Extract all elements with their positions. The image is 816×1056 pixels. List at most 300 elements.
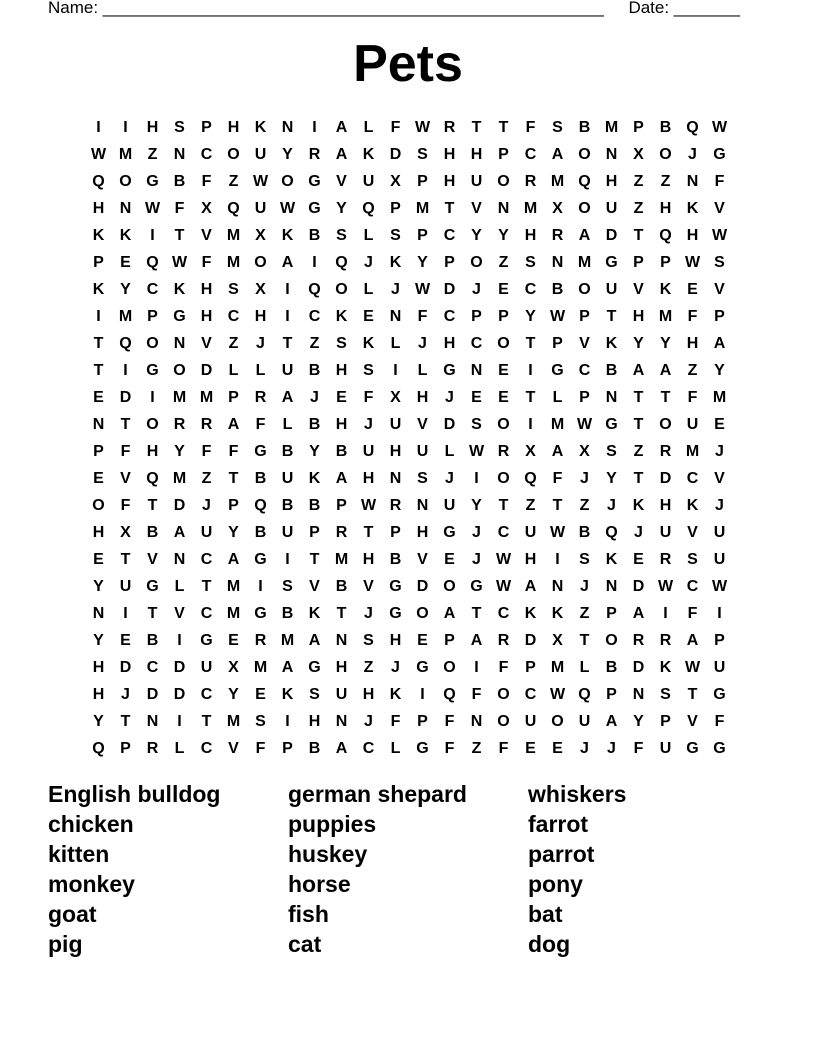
grid-letter: O (173, 362, 186, 379)
grid-letter: A (281, 389, 294, 406)
grid-letter: P (498, 146, 509, 163)
grid-row (85, 357, 733, 384)
grid-letter: I (555, 551, 560, 568)
grid-letter: W (495, 578, 512, 595)
grid-letter: D (632, 578, 645, 595)
grid-letter: F (255, 416, 266, 433)
grid-letter: V (309, 578, 320, 595)
grid-letter: R (632, 632, 645, 649)
grid-letter: V (147, 551, 158, 568)
grid-letter: U (605, 281, 618, 298)
grid-letter: H (92, 686, 105, 703)
word-list-item: kitten (48, 841, 110, 867)
grid-letter: I (420, 686, 425, 703)
grid-letter: J (364, 713, 373, 730)
grid-letter: I (150, 389, 155, 406)
word-list-item: horse (288, 871, 351, 897)
grid-letter: I (474, 659, 479, 676)
grid-letter: E (633, 551, 644, 568)
grid-letter: D (632, 659, 645, 676)
grid-letter: J (580, 578, 589, 595)
grid-letter: P (228, 389, 239, 406)
grid-letter: D (416, 578, 429, 595)
grid-letter: C (578, 362, 591, 379)
grid-letter: J (472, 524, 481, 541)
grid-letter: V (714, 200, 725, 217)
grid-letter: M (226, 713, 241, 730)
grid-letter: G (605, 254, 618, 271)
grid-letter: U (659, 740, 672, 757)
grid-letter: H (443, 146, 456, 163)
grid-row (85, 465, 733, 492)
grid-letter: L (363, 119, 374, 136)
grid-letter: W (684, 254, 701, 271)
word-list-item: cat (288, 931, 322, 957)
grid-letter: G (146, 362, 159, 379)
grid-letter: Q (119, 335, 132, 352)
word-list-item: puppies (288, 811, 377, 837)
grid-letter: U (470, 173, 483, 190)
grid-letter: C (524, 686, 537, 703)
grid-letter: K (659, 281, 672, 298)
grid-letter: Z (147, 146, 158, 163)
grid-letter: S (336, 335, 347, 352)
grid-letter: D (605, 227, 618, 244)
grid-letter: T (471, 119, 482, 136)
grid-letter: S (363, 632, 374, 649)
grid-letter: M (226, 254, 241, 271)
grid-letter: I (258, 578, 263, 595)
grid-letter: R (659, 551, 672, 568)
grid-row (85, 708, 733, 735)
grid-letter: N (605, 146, 618, 163)
grid-letter: O (659, 416, 672, 433)
grid-letter: W (360, 497, 377, 514)
grid-letter: T (660, 389, 671, 406)
grid-letter: K (389, 254, 402, 271)
grid-letter: O (497, 416, 510, 433)
grid-letter: I (285, 281, 290, 298)
grid-letter: C (497, 605, 510, 622)
grid-letter: E (687, 281, 698, 298)
grid-letter: F (174, 200, 185, 217)
grid-letter: G (389, 578, 402, 595)
grid-letter: A (281, 254, 294, 271)
grid-letter: U (281, 470, 294, 487)
grid-letter: A (173, 524, 186, 541)
grid-letter: M (226, 578, 241, 595)
grid-row (85, 438, 733, 465)
grid-letter: F (714, 713, 725, 730)
grid-letter: S (606, 443, 617, 460)
grid-letter: J (364, 605, 373, 622)
grid-letter: D (119, 659, 132, 676)
grid-letter: M (523, 200, 538, 217)
grid-letter: Y (498, 227, 509, 244)
grid-letter: N (92, 416, 105, 433)
grid-letter: P (525, 659, 536, 676)
grid-letter: Q (362, 200, 375, 217)
word-list-item: huskey (288, 841, 368, 867)
grid-letter: O (497, 713, 510, 730)
grid-letter: V (201, 227, 212, 244)
grid-letter: Y (93, 632, 104, 649)
grid-letter: N (173, 551, 186, 568)
grid-letter: U (524, 524, 537, 541)
grid-letter: V (687, 524, 698, 541)
grid-letter: E (498, 281, 509, 298)
grid-letter: I (312, 254, 317, 271)
grid-letter: Y (606, 470, 617, 487)
grid-letter: L (282, 416, 293, 433)
grid-letter: N (470, 713, 483, 730)
grid-letter: P (417, 173, 428, 190)
grid-letter: C (308, 308, 321, 325)
grid-letter: H (335, 659, 348, 676)
grid-letter: M (226, 227, 241, 244)
grid-letter: A (632, 605, 645, 622)
grid-letter: L (174, 740, 185, 757)
grid-letter: P (201, 119, 212, 136)
grid-letter: V (714, 470, 725, 487)
grid-letter: T (525, 335, 536, 352)
grid-letter: K (362, 335, 375, 352)
grid-letter: B (659, 119, 672, 136)
grid-letter: P (579, 308, 590, 325)
grid-letter: M (172, 389, 187, 406)
grid-letter: A (335, 146, 348, 163)
grid-letter: G (605, 416, 618, 433)
grid-letter: A (227, 551, 240, 568)
grid-letter: F (363, 389, 374, 406)
grid-letter: R (659, 632, 672, 649)
grid-letter: N (335, 632, 348, 649)
grid-letter: B (254, 524, 267, 541)
grid-letter: N (281, 119, 294, 136)
grid-letter: F (498, 740, 509, 757)
grid-letter: E (93, 551, 104, 568)
grid-letter: P (606, 686, 617, 703)
grid-letter: Q (524, 470, 537, 487)
grid-letter: P (471, 308, 482, 325)
grid-letter: O (497, 470, 510, 487)
grid-letter: B (335, 443, 348, 460)
grid-letter: R (200, 416, 213, 433)
grid-letter: Y (633, 335, 644, 352)
grid-letter: N (92, 605, 105, 622)
grid-letter: R (659, 443, 672, 460)
grid-letter: R (551, 227, 564, 244)
grid-letter: E (498, 362, 509, 379)
grid-letter: W (549, 524, 566, 541)
grid-letter: C (200, 740, 213, 757)
grid-letter: L (174, 578, 185, 595)
grid-letter: F (498, 659, 509, 676)
grid-letter: P (228, 497, 239, 514)
grid-letter: V (120, 470, 131, 487)
grid-letter: X (390, 389, 401, 406)
grid-letter: G (713, 740, 726, 757)
grid-letter: K (524, 605, 537, 622)
grid-letter: Q (443, 686, 456, 703)
grid-letter: Z (579, 497, 590, 514)
grid-letter: Q (686, 119, 699, 136)
grid-row (85, 168, 733, 195)
grid-letter: Q (335, 254, 348, 271)
grid-letter: J (445, 389, 454, 406)
grid-letter: L (390, 335, 401, 352)
grid-letter: U (713, 524, 726, 541)
grid-row (85, 627, 733, 654)
grid-letter: Z (633, 443, 644, 460)
grid-letter: O (227, 146, 240, 163)
grid-letter: H (659, 200, 672, 217)
grid-letter: N (551, 254, 564, 271)
grid-letter: Q (227, 200, 240, 217)
grid-letter: W (279, 200, 296, 217)
grid-row (85, 600, 733, 627)
grid-letter: T (201, 713, 212, 730)
grid-letter: N (416, 497, 429, 514)
grid-letter: T (93, 335, 104, 352)
grid-letter: U (254, 200, 267, 217)
grid-row (85, 195, 733, 222)
grid-letter: I (663, 605, 668, 622)
grid-letter: A (713, 335, 726, 352)
grid-letter: Q (308, 281, 321, 298)
grid-letter: N (605, 578, 618, 595)
grid-letter: I (177, 632, 182, 649)
grid-letter: B (254, 470, 267, 487)
grid-letter: S (417, 146, 428, 163)
grid-letter: N (551, 578, 564, 595)
grid-letter: Z (309, 335, 320, 352)
grid-letter: J (202, 497, 211, 514)
grid-letter: J (715, 497, 724, 514)
grid-letter: C (443, 308, 456, 325)
grid-letter: C (227, 308, 240, 325)
grid-letter: R (308, 146, 321, 163)
grid-letter: H (335, 416, 348, 433)
grid-letter: T (552, 497, 563, 514)
word-list-item: English bulldog (48, 781, 221, 807)
grid-letter: W (576, 416, 593, 433)
grid-letter: A (281, 659, 294, 676)
grid-row (85, 222, 733, 249)
grid-letter: W (657, 578, 674, 595)
grid-letter: A (632, 362, 645, 379)
grid-letter: B (308, 740, 321, 757)
grid-row (85, 384, 733, 411)
grid-letter: T (687, 686, 698, 703)
grid-row (85, 735, 733, 762)
grid-letter: J (472, 281, 481, 298)
grid-letter: W (252, 173, 269, 190)
grid-letter: A (578, 227, 591, 244)
grid-letter: F (201, 173, 212, 190)
grid-letter: S (363, 362, 374, 379)
grid-letter: J (607, 497, 616, 514)
grid-letter: I (96, 119, 101, 136)
grid-letter: G (713, 146, 726, 163)
grid-letter: Z (525, 497, 536, 514)
grid-letter: D (146, 686, 159, 703)
grid-letter: F (390, 119, 401, 136)
grid-letter: O (92, 497, 105, 514)
grid-letter: K (605, 335, 618, 352)
grid-letter: H (146, 119, 159, 136)
grid-letter: T (363, 524, 374, 541)
grid-letter: Y (471, 497, 482, 514)
grid-letter: N (632, 686, 645, 703)
grid-letter: P (390, 200, 401, 217)
grid-letter: K (92, 281, 105, 298)
grid-letter: V (417, 416, 428, 433)
grid-letter: G (146, 578, 159, 595)
word-list-item: parrot (528, 841, 595, 867)
grid-letter: A (443, 605, 456, 622)
word-list-item: chicken (48, 811, 134, 837)
grid-letter: H (254, 308, 267, 325)
grid-letter: D (443, 416, 456, 433)
grid-letter: O (497, 335, 510, 352)
grid-letter: B (578, 524, 591, 541)
grid-letter: M (172, 470, 187, 487)
grid-letter: E (444, 551, 455, 568)
grid-letter: F (633, 740, 644, 757)
grid-letter: R (524, 173, 537, 190)
grid-letter: K (686, 497, 699, 514)
grid-letter: S (552, 119, 563, 136)
grid-letter: A (335, 119, 348, 136)
grid-row (85, 276, 733, 303)
grid-letter: N (119, 200, 132, 217)
grid-letter: H (443, 173, 456, 190)
grid-letter: F (687, 605, 698, 622)
grid-letter: M (199, 389, 214, 406)
grid-letter: G (416, 740, 429, 757)
grid-letter: K (605, 551, 618, 568)
grid-letter: O (146, 335, 159, 352)
grid-letter: H (659, 497, 672, 514)
grid-letter: O (443, 659, 456, 676)
grid-letter: K (389, 686, 402, 703)
grid-letter: B (335, 578, 348, 595)
grid-letter: J (391, 281, 400, 298)
grid-letter: F (228, 443, 239, 460)
grid-letter: X (255, 281, 266, 298)
grid-letter: E (255, 686, 266, 703)
grid-letter: O (281, 173, 294, 190)
grid-letter: J (391, 659, 400, 676)
grid-letter: C (146, 659, 159, 676)
grid-letter: V (174, 605, 185, 622)
letter-grid (85, 114, 733, 762)
grid-letter: H (605, 173, 618, 190)
grid-letter: D (173, 497, 186, 514)
grid-letter: H (92, 659, 105, 676)
grid-row (85, 681, 733, 708)
grid-letter: T (633, 416, 644, 433)
header (48, 0, 740, 19)
grid-letter: U (335, 686, 348, 703)
grid-letter: B (146, 632, 159, 649)
grid-letter: F (120, 497, 131, 514)
grid-letter: C (470, 335, 483, 352)
grid-letter: H (524, 551, 537, 568)
grid-letter: S (336, 227, 347, 244)
grid-letter: W (549, 686, 566, 703)
grid-row (85, 303, 733, 330)
grid-letter: Y (174, 443, 185, 460)
grid-letter: E (93, 470, 104, 487)
grid-letter: B (605, 659, 618, 676)
grid-letter: J (688, 146, 697, 163)
grid-letter: J (445, 470, 454, 487)
grid-letter: U (713, 659, 726, 676)
grid-letter: U (713, 551, 726, 568)
grid-letter: C (443, 227, 456, 244)
grid-letter: P (120, 740, 131, 757)
grid-letter: O (443, 578, 456, 595)
grid-letter: J (472, 551, 481, 568)
grid-letter: N (605, 389, 618, 406)
grid-letter: L (255, 362, 266, 379)
grid-letter: H (443, 335, 456, 352)
grid-letter: U (362, 173, 375, 190)
grid-letter: P (147, 308, 158, 325)
grid-letter: P (390, 524, 401, 541)
grid-letter: M (685, 443, 700, 460)
grid-letter: R (497, 632, 510, 649)
grid-letter: J (121, 686, 130, 703)
grid-letter: V (687, 713, 698, 730)
grid-row (85, 546, 733, 573)
grid-letter: J (364, 254, 373, 271)
grid-letter: M (253, 659, 268, 676)
grid-letter: U (605, 200, 618, 217)
grid-letter: L (363, 281, 374, 298)
grid-letter: G (146, 173, 159, 190)
grid-letter: U (443, 497, 456, 514)
grid-letter: D (389, 146, 402, 163)
grid-letter: O (578, 146, 591, 163)
grid-letter: H (200, 308, 213, 325)
grid-letter: K (308, 470, 321, 487)
grid-letter: K (659, 659, 672, 676)
grid-letter: W (414, 281, 431, 298)
grid-letter: W (711, 578, 728, 595)
grid-letter: P (282, 740, 293, 757)
grid-letter: Z (687, 362, 698, 379)
grid-row (85, 411, 733, 438)
grid-letter: O (335, 281, 348, 298)
grid-letter: V (417, 551, 428, 568)
grid-letter: A (551, 443, 564, 460)
grid-row (85, 519, 733, 546)
grid-letter: I (123, 119, 128, 136)
grid-letter: N (173, 146, 186, 163)
grid-letter: J (364, 416, 373, 433)
grid-letter: X (120, 524, 131, 541)
grid-letter: U (389, 416, 402, 433)
grid-row (85, 330, 733, 357)
grid-letter: I (717, 605, 722, 622)
grid-letter: B (605, 362, 618, 379)
grid-letter: C (200, 146, 213, 163)
grid-letter: T (309, 551, 320, 568)
grid-letter: N (470, 362, 483, 379)
